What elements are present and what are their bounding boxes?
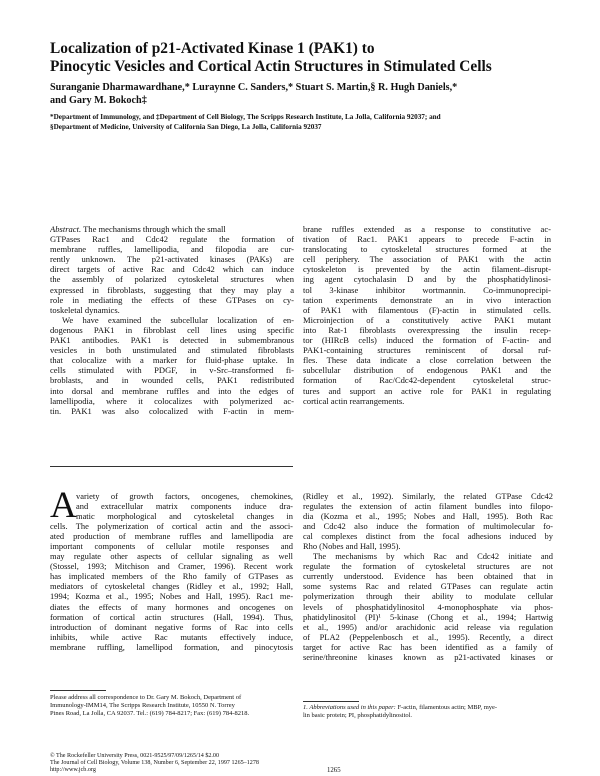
abstract-divider [50,466,293,467]
body-line: and extracellular matrix components induce dra- [76,501,293,512]
abstract-line: tation experiments demonstrate an in vivo interaction [303,294,551,305]
abstract-line: PAK1-containing structures reminiscent of dorsal ruf- [303,345,551,356]
abstract-left-column [50,224,294,416]
abstract-line: cytoskeleton is prevented by the actin filament–disrupt- [303,264,551,275]
journal-url: http://www.jcb.org [50,767,96,774]
footnote-line: 1. Abbreviations used in this paper: F-actin, filamentous actin; MBP, mye- [303,704,498,711]
body-line: currently understood. Evidence has been obtained that in [303,571,553,582]
body-line: polymerization through their ability to modulate cellular [303,591,553,602]
abstract-line: direct targets of active Rac and Cdc42 which can induce [50,264,294,275]
body-line: has implicated members of the Rho family of GTPases as [50,571,293,582]
drop-cap: A [50,485,77,526]
abstract-line: into Rat-1 fibroblasts overexpressing the insulin recep- [303,324,551,335]
body-line: The mechanisms by which Rac and Cdc42 initiate and [313,551,553,562]
body-line: mediators of cytoskeletal changes (Ridley et al., 1992; Hall, [50,581,293,592]
body-line: serine/threonine kinases known as p21-activated kinases or [303,651,553,662]
abstract-line: fles. These data indicate a close correlation between the [303,355,551,366]
affiliation-line: §Department of Medicine, University of California San Diego, La Jolla, California 92037 [50,123,322,131]
abbreviations-footnote [303,704,553,720]
body-line: levels of phosphatidylinositol 4-monophosphate via phos- [303,601,553,612]
abstract-line: tol 3-kinase inhibitor wortmannin. Co-immunoprecipi- [303,284,551,295]
abstract-line: Microinjection of a constitutively active PAK1 mutant [303,314,551,325]
body-line: Rho (Nobes and Hall, 1995). [303,541,401,552]
abstract-line: formation of Rac/Cdc42-dependent cytoskeletal struc- [303,375,551,386]
abstract-line: We have examined the subcellular localization of en- [62,314,294,325]
abstract-line: that colocalize with a marker for fluid-phase uptake. In [50,355,294,366]
body-line: cal complexes distinct from the focal adhesions induced by [303,531,553,542]
body-line: phatidylinositol (PI)¹ 5-kinase (Chong et al., 1994; Hartwig [303,611,553,622]
footnote-line: Please address all correspondence to Dr. Gary M. Bokoch, Department of [50,694,242,701]
abstract-line: dogenous PAK1 in fibroblast cell lines using specific [50,324,294,335]
author-list [50,81,570,107]
abstract-line: rently unknown. The p21-activated kinases (PAKs) are [50,254,294,265]
publisher-line: The Journal of Cell Biology, Volume 138, Number 6, September 22, 1997 1265–1278 [50,760,259,767]
abstract-line: broblasts, and in wounded cells, PAK1 redistributed [50,375,294,386]
footnote-rule [303,701,359,702]
abstract-line: toskeletal dynamics. [50,304,120,315]
body-line: matic morphological and cytoskeletal changes in [76,511,293,522]
abstract-line: cells stimulated with PDGF, in v-Src–transformed fi- [50,365,294,376]
abstract-line: lamellipodia, where it colocalizes with polymerized ac- [50,395,294,406]
author-line: Suranganie Dharmawardhane,* Luraynne C. Sanders,* Stuart S. Martin,§ R. Hugh Daniels,* [50,82,458,93]
body-line: (Stossel, 1993; Mitchison and Cramer, 1996). Recent work [50,561,293,572]
abstract-line: ing agent cytochalasin D and by the phosphatidylinosi- [303,274,551,285]
body-line: introduction of dominant negative forms of Rac into cells [50,621,293,632]
publisher-line: © The Rockefeller University Press, 0021-9525/97/09/1265/14 $2.00 [50,753,220,759]
body-line: inhibits, while active Rac mutants effectively induce, [50,631,293,642]
body-line: of PLA2 (Peppelenbosch et al., 1995). Recently, a direct [303,631,553,642]
body-line: cells. The polymerization of cortical actin and the associ- [50,521,293,532]
abstract-line: translocating to cytoskeletal structures formed at the [303,244,551,255]
affiliations [50,112,570,132]
abstract-line: tor (HIRcB cells) induced the formation of F-actin- and [303,335,551,346]
abstract-line: membrane ruffles, lamellipodia, and filopodia are cur- [50,244,294,255]
author-line: and Gary M. Bokoch‡ [50,95,147,106]
body-line: regulates the extension of actin filament bundles into filopo- [303,501,553,512]
article-title [50,40,570,76]
body-line: membrane ruffling, lamellipod formation, and pinocytosis [50,641,293,652]
page-number: 1265 [327,767,341,774]
abstract-line: vesicles in both unstimulated and stimulated fibroblasts [50,345,294,356]
abstract-line: PAK1 antibodies. PAK1 is detected in submembranous [50,335,294,346]
abstract-line: Abstract. The mechanisms through which the small [50,224,226,234]
title-line: Localization of p21-Activated Kinase 1 (PAK1) to [50,40,375,57]
abstract-line: of PAK1 with filamentous (F)-actin in stimulated cells. [303,304,551,315]
correspondence-footnote [50,694,295,718]
body-right-column [303,491,553,662]
footnote-line: lin basic protein; PI, phosphatidylinositol. [303,712,413,720]
body-line: important components of cellular motile responses and [50,541,293,552]
abstract-line: tivation of Rac1. PAK1 appears to precede F-actin in [303,234,551,245]
title-line: Pinocytic Vesicles and Cortical Actin Structures in Stimulated Cells [50,58,492,75]
body-line: and Cdc42 also induce the formation of multimolecular fo- [303,521,553,532]
abstract-line: role in mediating the effects of these GTPases on cy- [50,294,294,305]
body-line: 1994; Kozma et al., 1995; Nobes and Hall, 1995). Rac1 me- [50,591,293,602]
abstract-line: tin. PAK1 was also colocalized with F-actin in mem- [50,405,294,416]
abstract-line: expressed in fibroblasts, suggesting that they may play a [50,284,294,295]
body-line: et al., 1995) and/or arachidonic acid release via regulation [303,621,553,632]
abstract-line: brane ruffles extended as a response to constitutive ac- [303,224,551,234]
publisher-info [50,753,350,774]
abstract-line: cortical actin rearrangements. [303,395,405,406]
body-line: ated production of membrane ruffles and lamellipodia are [50,531,293,542]
body-line: diates the effects of many hormones and oncogenes on [50,601,293,612]
body-line: dia (Kozma et al., 1995; Nobes and Hall, 1995). Both Rac [303,511,553,522]
body-line: may regulate other aspects of cellular signaling as well [50,551,293,562]
abstract-line: tures and support an active role for PAK1 in regulating [303,385,551,396]
footnote-line: Pines Road, La Jolla, CA 92037. Tel.: (619) 784-8217; Fax: (619) 784-8218. [50,710,250,718]
abstract-right-column [303,224,551,406]
footnote-rule [50,690,106,691]
abstract-line: the assembly of polarized cytoskeletal structures when [50,274,294,285]
abstract-line: into dorsal and membrane ruffles and into the edges of [50,385,294,396]
footnote-line: Immunology-IMM14, The Scripps Research Institute, 10550 N. Torrey [50,702,235,710]
body-left-column [50,485,293,652]
affiliation-line: *Department of Immunology, and ‡Department of Cell Biology, The Scripps Research Institute, La Jolla, California 92037; and [50,113,441,121]
abstract-line: subcellular distribution of endogenous PAK1 and the [303,365,551,376]
abstract-label: Abstract. [50,224,82,234]
body-line: formation of cortical actin structures (Hall, 1994). Thus, [50,611,293,622]
body-line: target for active Rac has been identified as a family of [303,641,553,652]
abstract-line: cell periphery. The association of PAK1 with the actin [303,254,551,265]
footnote-label: 1. Abbreviations used in this paper: [303,704,396,711]
body-line: (Ridley et al., 1992). Similarly, the related GTPase Cdc42 [303,491,553,501]
body-line: regulate the formation of cytoskeletal structures are not [303,561,553,572]
body-line: variety of growth factors, oncogenes, chemokines, [76,491,293,501]
abstract-line: GTPases Rac1 and Cdc42 regulate the formation of [50,234,294,245]
body-line: some systems Rac and related GTPases can regulate actin [303,581,553,592]
